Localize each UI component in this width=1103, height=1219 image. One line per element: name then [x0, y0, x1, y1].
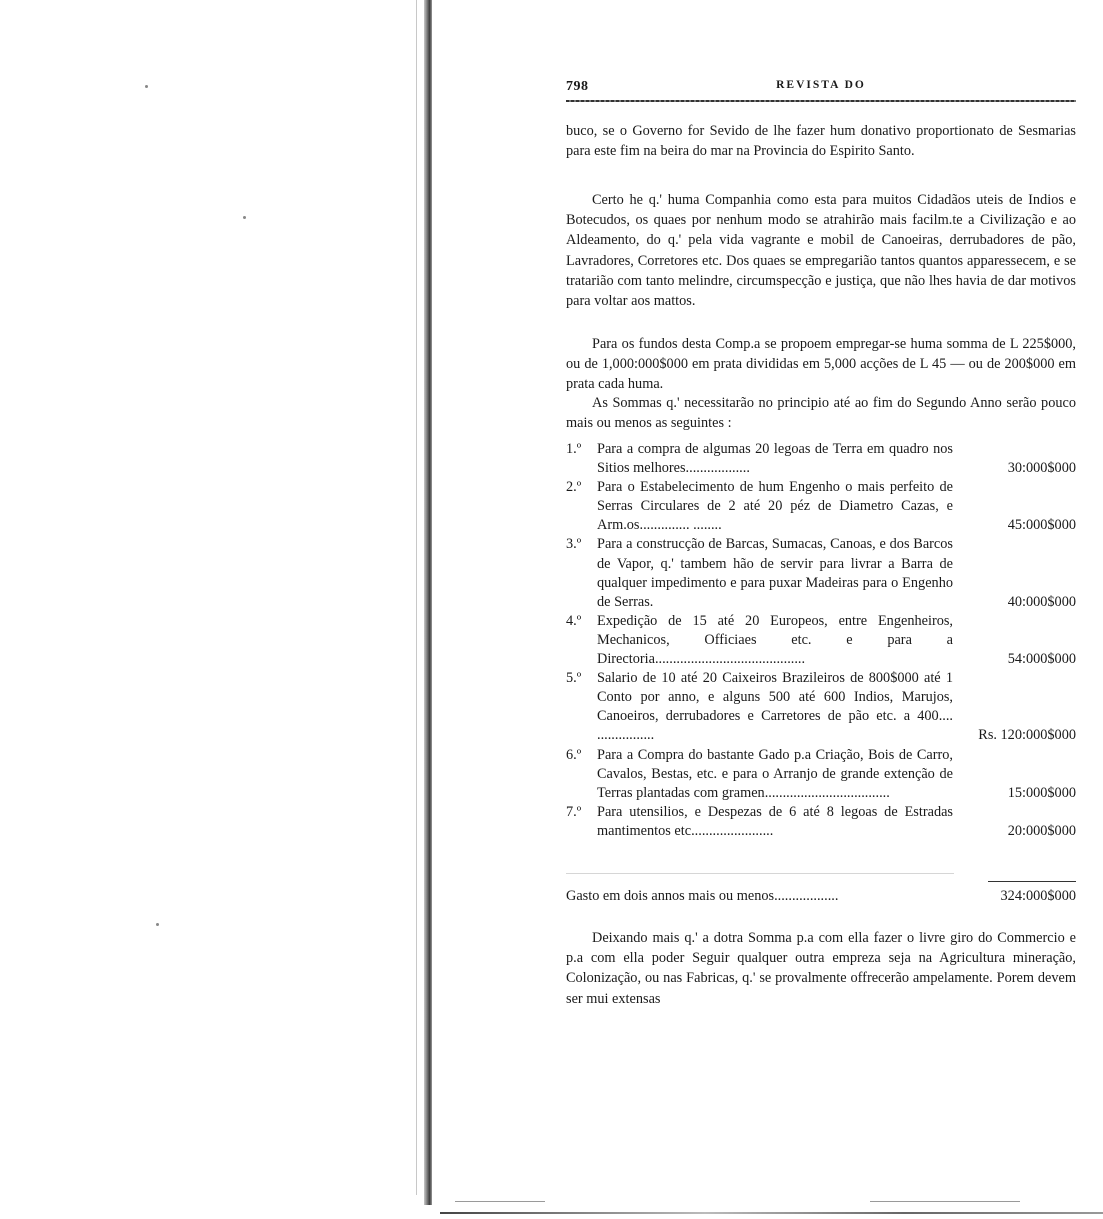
scan-speck	[156, 923, 159, 926]
page-bottom-edge	[440, 1212, 1103, 1214]
item-description: Para a construcção de Barcas, Sumacas, Canoas, e dos Barcos de Vapor, q.' tambem hão de servir para livrar a Barra de qualquer impedimento e para puxar Madeiras para o Engenho de Serras.	[597, 536, 953, 610]
running-head: REVISTA DO	[776, 79, 866, 91]
expense-item	[566, 669, 1076, 745]
page-header	[566, 79, 1076, 101]
item-number: 5.º	[566, 670, 582, 687]
item-amount: 54:000$000	[1007, 651, 1076, 668]
item-number: 7.º	[566, 803, 582, 820]
expense-item	[566, 746, 1076, 803]
item-description: Expedição de 15 até 20 Europeos, entre Engenheiros, Mechanicos, Officiaes etc. e para a Directoria..........................................	[597, 612, 953, 668]
expense-item	[566, 535, 1076, 611]
item-description: Salario de 10 até 20 Caixeiros Brazileiros de 800$000 até 1 Conto por anno, e alguns 500 até 600 Indios, Marujos, Canoeiros, derrubadores e Carretores de pão etc. a 400.... ................	[597, 670, 953, 744]
scan-speck	[145, 85, 148, 88]
item-number: 2.º	[566, 479, 582, 496]
paragraph-sommas: As Sommas q.' necessitarão no principio até ao fim do Segundo Anno serão pouco mais ou menos as seguintes :	[566, 395, 1076, 432]
bottom-dash-rule	[870, 1201, 1020, 1202]
expense-item	[566, 440, 1076, 478]
paragraph-closing: Deixando mais q.' a dotra Somma p.a com ella fazer o livre giro do Commercio e p.a com ella poder Seguir qualquer outra empreza seja na Agricultura mineração, Colonização, ou nas Fabricas, q.' se provalmente offrecerão ampelamente. Porem devem ser mui extensas	[566, 930, 1076, 1007]
total-amount: 324:000$000	[1000, 888, 1076, 904]
item-amount: 45:000$000	[1007, 517, 1076, 534]
binding-hairline	[416, 0, 417, 1195]
paragraph-continuation: buco, se o Governo for Sevido de lhe fazer hum donativo proportionato de Sesmarias para este fim na beira do mar na Provincia do Espirito Santo.	[566, 123, 1076, 160]
item-description: Para a Compra do bastante Gado p.a Criação, Bois de Carro, Cavalos, Bestas, etc. e para o Arranjo de grande extenção de Terras plantadas com gramen...................................	[597, 746, 953, 801]
paragraph-fundos: Para os fundos desta Comp.a se propoem empregar-se huma somma de L 225$000, ou de 1,000:000$000 em prata divididas em 5,000 acções de L 45 — ou de 200$000 em prata cada huma.	[566, 336, 1076, 393]
item-number: 1.º	[566, 441, 582, 457]
expense-item	[566, 478, 1076, 535]
list-separator	[566, 873, 954, 874]
paragraph-companhia: Certo he q.' huma Companhia como esta para muitos Cidadãos uteis de Indios e Botecudos, os quaes por nenhum modo se atrahirão mais facilm.te a Civilização e ao Aldeamento, do q.' pela vida vagrante e mobil de Canoeiras, derrubadores de pão, Lavradores, Corretores etc. Dos quaes se empregarião tantos quantos apparessecem, e se tratarião com tanto melindre, circumspecção e justiça, que não lhes havia de dar motivos para voltar aos mattos.	[566, 192, 1076, 310]
item-amount: 30:000$000	[1007, 460, 1076, 477]
expense-item	[566, 612, 1076, 669]
expense-list	[566, 440, 1076, 841]
header-rule	[566, 100, 1076, 102]
item-amount: 20:000$000	[1007, 822, 1076, 839]
item-number: 4.º	[566, 612, 582, 629]
item-number: 6.º	[566, 746, 582, 763]
item-description: Para a compra de algumas 20 legoas de Terra em quadro nos Sitios melhores..................	[597, 441, 953, 477]
item-amount: Rs. 120:000$000	[978, 727, 1076, 744]
total-rule	[988, 881, 1076, 882]
expense-item	[566, 803, 1076, 841]
page-number: 798	[566, 79, 589, 94]
item-description: Para utensilios, e Despezas de 6 até 8 legoas de Estradas mantimentos etc.......................	[597, 803, 953, 839]
bottom-dash-rule	[455, 1201, 545, 1202]
item-amount: 15:000$000	[1007, 784, 1076, 801]
item-number: 3.º	[566, 536, 582, 553]
total-label: Gasto em dois annos mais ou menos..................	[566, 888, 839, 904]
book-binding-shadow	[424, 0, 432, 1205]
item-amount: 40:000$000	[1007, 593, 1076, 610]
scan-speck	[243, 216, 246, 219]
item-description: Para o Estabelecimento de hum Engenho o mais perfeito de Serras Circulares de 2 até 20 péz de Diametro Cazas, e Arm.os.............. ........	[597, 479, 953, 534]
